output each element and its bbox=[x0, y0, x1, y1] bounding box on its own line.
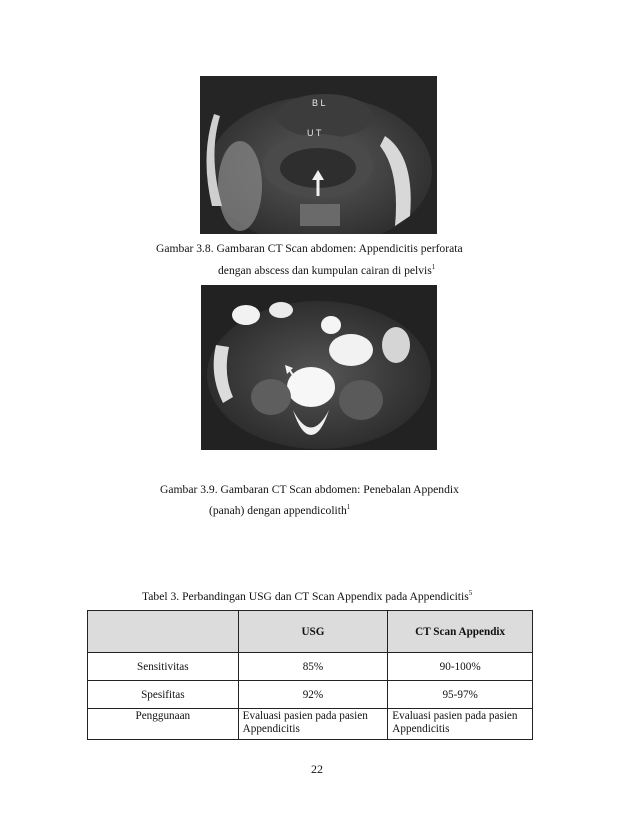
figure-2-caption-line1: Gambar 3.9. Gambaran CT Scan abdomen: Penebalan Appendix bbox=[160, 483, 459, 496]
table-header-cell: USG bbox=[238, 611, 388, 653]
table-header-cell bbox=[88, 611, 239, 653]
ct-scan-pelvis-drawing bbox=[200, 76, 437, 234]
table-cell: 90-100% bbox=[388, 653, 533, 681]
label-ut: U T bbox=[307, 128, 322, 138]
table-header-row bbox=[88, 611, 533, 653]
page-number: 22 bbox=[311, 762, 323, 776]
label-bl: B L bbox=[312, 98, 326, 108]
table-cell: 85% bbox=[238, 653, 388, 681]
table-row bbox=[88, 681, 533, 709]
table-row bbox=[88, 653, 533, 681]
figure-1-reference: 1 bbox=[431, 263, 436, 272]
table-cell: 95-97% bbox=[388, 681, 533, 709]
table-cell: Spesifitas bbox=[88, 681, 239, 709]
table-cell: 92% bbox=[238, 681, 388, 709]
figure-1-caption-line2: dengan abscess dan kumpulan cairan di pelvis$^1$ bbox=[218, 263, 436, 277]
figure-2-reference: 1 bbox=[346, 503, 351, 512]
ct-scan-image-abdomen bbox=[201, 285, 437, 450]
table-reference: 5 bbox=[468, 589, 473, 598]
table-cell: Evaluasi pasien pada pasien Appendicitis bbox=[238, 709, 388, 740]
table-row bbox=[88, 709, 533, 740]
table-cell: Sensitivitas bbox=[88, 653, 239, 681]
figure-2-caption-line2: (panah) dengan appendicolith$^1$ bbox=[209, 503, 351, 517]
ct-scan-abdomen-drawing bbox=[201, 285, 437, 450]
table-cell: Penggunaan bbox=[88, 709, 239, 740]
table-title: Tabel 3. Perbandingan USG dan CT Scan Appendix pada Appendicitis$^5$ bbox=[142, 589, 473, 603]
comparison-table bbox=[87, 610, 533, 740]
table-header-cell: CT Scan Appendix bbox=[388, 611, 533, 653]
ct-scan-image-pelvis bbox=[200, 76, 437, 234]
table-cell: Evaluasi pasien pada pasien Appendicitis bbox=[388, 709, 533, 740]
figure-1-caption-line1: Gambar 3.8. Gambaran CT Scan abdomen: Appendicitis perforata bbox=[156, 242, 463, 255]
